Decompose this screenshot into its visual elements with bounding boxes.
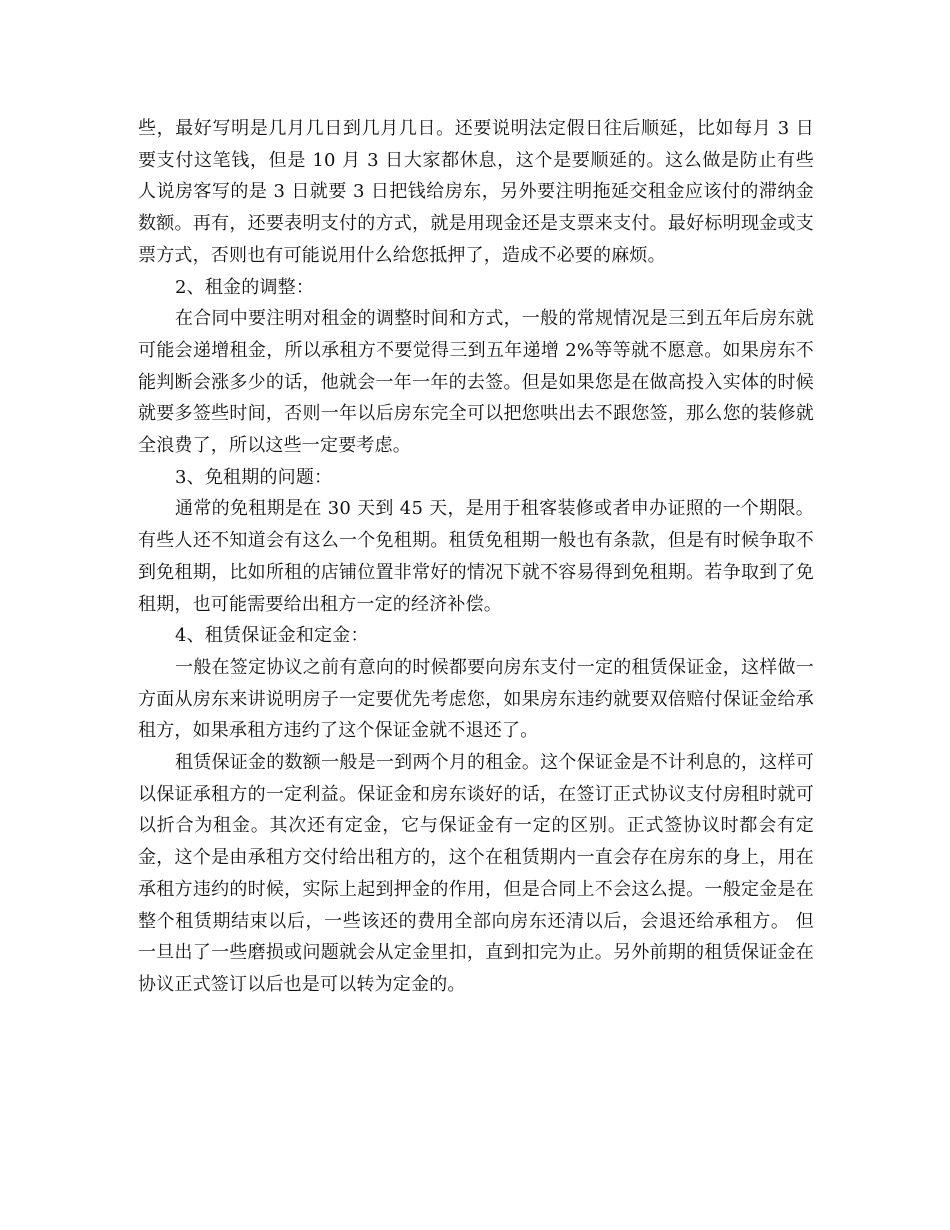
section-heading-deposit: 4、租赁保证金和定金：: [175, 625, 369, 647]
paragraph-rent-payment: 些，最好写明是几月几日到几月几日。还要说明法定假日往后顺延，比如每月 3 日要支付这笔钱，但是 10 月 3 日大家都休息，这个是要顺延的。这么做是防止有些人说房客写的是 3 日就要 3 日把钱给房东，另外要注明拖延交租金应该付的滞纳金数额。再有，还要表明支付的方式，就是用现金还是支票来支付。最好标明现金或支票方式，否则也有可能说用什么给您抵押了，造成不必要的麻烦。: [138, 118, 814, 266]
paragraph-deposit-details: 租赁保证金的数额一般是一到两个月的租金。这个保证金是不计利息的，这样可以保证承租方的一定利益。保证金和房东谈好的话，在签订正式协议支付房租时就可以折合为租金。其次还有定金，它与保证金有一定的区别。正式签协议时都会有定金，这个是由承租方交付给出租方的，这个在租赁期内一直会存在房东的身上，用在承租方违约的时候，实际上起到押金的作用，但是合同上不会这么提。一般定金是在整个租赁期结束以后，一些该还的费用全部向房东还清以后，会退还给承租方。 但一旦出了一些磨损或问题就会从定金里扣，直到扣完为止。另外前期的租赁保证金在协议正式签订以后也是可以转为定金的。: [138, 752, 814, 995]
section-heading-rent-adjustment: 2、租金的调整：: [175, 276, 315, 298]
document-body: [138, 113, 814, 1001]
paragraph-rent-adjustment: 在合同中要注明对租金的调整时间和方式，一般的常规情况是三到五年后房东就可能会递增租金，所以承租方不要觉得三到五年递增 2%等等就不愿意。如果房东不能判断会涨多少的话，他就会一年一年的去签。但是如果您是在做高投入实体的时候就要多签些时间，否则一年以后房东完全可以把您哄出去不跟您签，那么您的装修就全浪费了，所以这些一定要考虑。: [138, 308, 814, 457]
paragraph-deposit-intro: 一般在签定协议之前有意向的时候都要向房东支付一定的租赁保证金，这样做一方面从房东来讲说明房子一定要优先考虑您，如果房东违约就要双倍赔付保证金给承租方，如果承租方违约了这个保证金就不退还了。: [138, 656, 814, 742]
section-heading-rent-free-period: 3、免租期的问题：: [175, 466, 333, 488]
paragraph-rent-free-period: 通常的免租期是在 30 天到 45 天，是用于租客装修或者申办证照的一个期限。有些人还不知道会有这么一个免租期。租赁免租期一般也有条款，但是有时候争取不到免租期，比如所租的店铺位置非常好的情况下就不容易得到免租期。若争取到了免租期，也可能需要给出租方一定的经济补偿。: [138, 498, 814, 615]
